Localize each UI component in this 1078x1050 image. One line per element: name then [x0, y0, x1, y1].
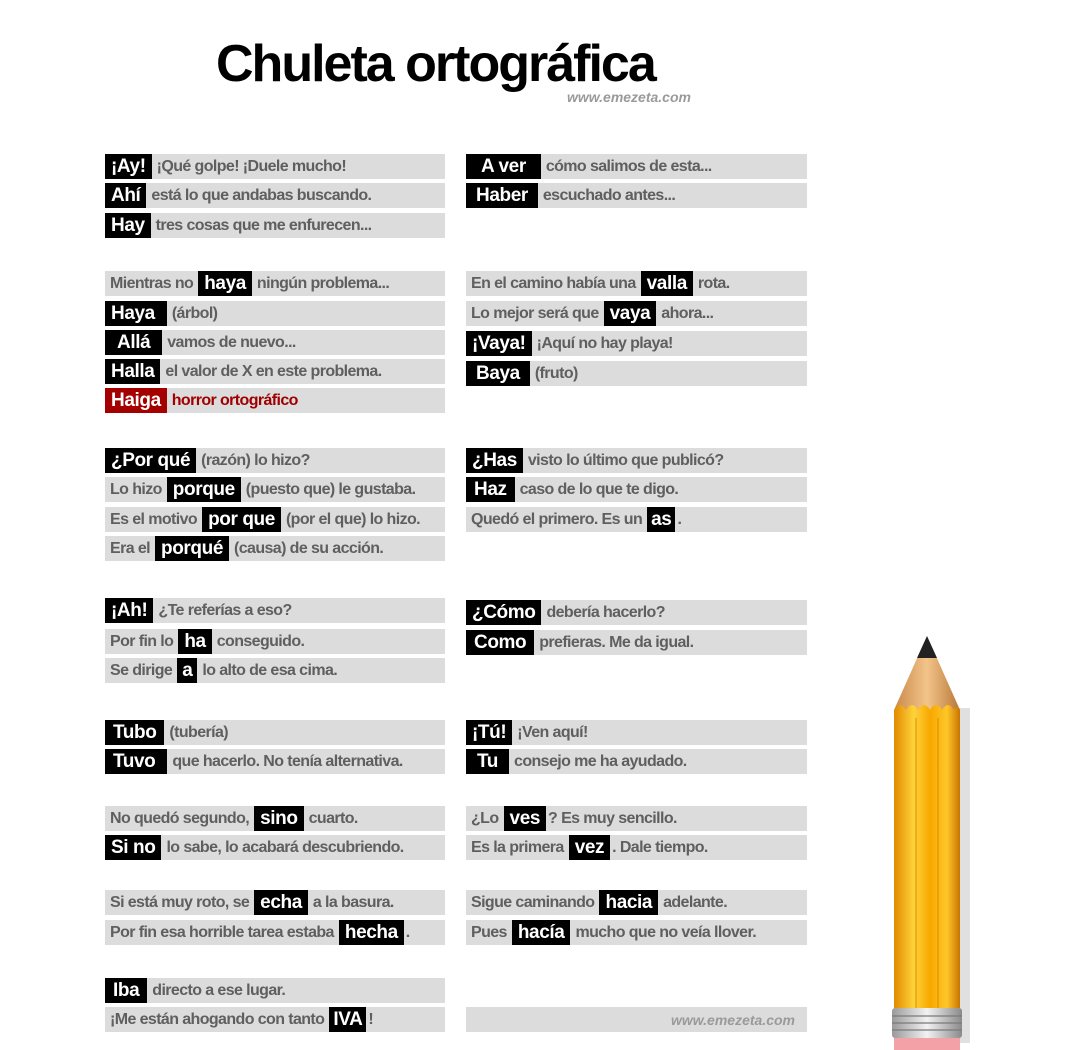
list-item — [466, 720, 807, 745]
keyword: A ver — [466, 154, 541, 179]
list-item — [466, 835, 807, 860]
example-text: rota. — [697, 274, 730, 292]
list-item — [105, 301, 445, 326]
list-item — [105, 598, 445, 623]
example-text: (fruto) — [534, 364, 578, 382]
list-item — [105, 806, 445, 831]
example-text: Por fin lo — [110, 632, 174, 650]
list-item — [105, 507, 445, 532]
example-text: Lo hizo — [110, 480, 162, 498]
example-text: ahora... — [661, 304, 714, 322]
example-text: (tubería) — [169, 723, 229, 741]
example-text: Quedó el primero. Es un — [471, 510, 643, 528]
example-text: . Dale tiempo. — [612, 838, 708, 856]
example-text: Lo mejor será que — [471, 304, 599, 322]
example-text: mucho que no veía llover. — [575, 923, 757, 941]
keyword: Tu — [466, 749, 509, 774]
keyword: Ahí — [105, 183, 146, 208]
example-text: está lo que andabas buscando. — [151, 186, 372, 204]
example-text: conseguido. — [216, 632, 305, 650]
example-text: directo a ese lugar. — [152, 981, 286, 999]
keyword: echa — [254, 890, 308, 915]
keyword: a — [177, 658, 197, 683]
list-item — [466, 630, 807, 655]
example-text: cuarto. — [308, 809, 358, 827]
keyword: ¿Has — [466, 448, 523, 473]
list-item — [105, 890, 445, 915]
example-text: . — [405, 923, 410, 941]
keyword: Como — [466, 630, 534, 655]
list-item — [466, 749, 807, 774]
list-item — [105, 920, 445, 945]
example-text: ¡Ven aquí! — [517, 723, 588, 741]
list-item — [466, 890, 807, 915]
list-item — [105, 835, 445, 860]
example-text: a la basura. — [312, 893, 394, 911]
page-title: Chuleta ortográfica — [216, 35, 655, 93]
keyword: Allá — [105, 330, 162, 355]
keyword: Tuvo — [105, 749, 167, 774]
pencil-lead — [917, 636, 937, 658]
list-item — [466, 331, 807, 356]
list-item — [105, 271, 445, 296]
example-text: ¿Lo — [471, 809, 499, 827]
example-text: Sigue caminando — [471, 893, 595, 911]
example-text: adelante. — [663, 893, 728, 911]
keyword: vez — [569, 835, 610, 860]
list-item — [105, 658, 445, 683]
example-text: (puesto que) le gustaba. — [245, 480, 416, 498]
list-item — [105, 720, 445, 745]
list-item — [105, 154, 445, 179]
example-text: debería hacerlo? — [546, 603, 665, 621]
keyword: Tubo — [105, 720, 164, 745]
keyword: as — [647, 507, 675, 532]
list-item — [466, 301, 807, 326]
footer-credit-bar — [466, 1007, 807, 1032]
keyword: ha — [178, 629, 211, 654]
example-text: ! — [368, 1010, 374, 1028]
example-text: Si está muy roto, se — [110, 893, 250, 911]
keyword: Haya — [105, 301, 167, 326]
keyword: ¿Cómo — [466, 600, 541, 625]
example-text: Por fin esa horrible tarea estaba — [110, 923, 334, 941]
keyword: IVA — [329, 1007, 366, 1032]
keyword: hacía — [512, 920, 571, 945]
list-item — [466, 600, 807, 625]
list-item — [466, 361, 807, 386]
example-text: . — [677, 510, 682, 528]
example-text: No quedó segundo, — [110, 809, 250, 827]
example-text: (por el que) lo hizo. — [285, 510, 420, 528]
keyword-error: Haiga — [105, 388, 167, 413]
keyword: ¡Ay! — [105, 154, 152, 179]
keyword: ¿Por qué — [105, 448, 196, 473]
list-item — [466, 154, 807, 179]
example-text: ningún problema... — [256, 274, 390, 292]
list-item — [466, 448, 807, 473]
example-text: escuchado antes... — [542, 186, 676, 204]
keyword: porque — [167, 477, 241, 502]
list-item — [105, 749, 445, 774]
example-text: ¡Aquí no hay playa! — [536, 334, 673, 352]
example-text: caso de lo que te digo. — [519, 480, 679, 498]
list-item — [105, 213, 445, 238]
example-text: (razón) lo hizo? — [201, 451, 310, 469]
example-text: el valor de X en este problema. — [165, 362, 382, 380]
keyword: Haz — [466, 477, 515, 502]
example-text: horror ortográfico — [171, 391, 298, 409]
example-text: ¡Me están ahogando con tanto — [110, 1010, 325, 1028]
keyword: ¡Tú! — [466, 720, 512, 745]
pencil-body — [894, 714, 960, 1008]
example-text: que hacerlo. No tenía alternativa. — [172, 752, 403, 770]
list-item — [105, 183, 445, 208]
list-item — [466, 806, 807, 831]
keyword: sino — [254, 806, 303, 831]
list-item — [105, 629, 445, 654]
list-item — [105, 388, 445, 413]
example-text: cómo salimos de esta... — [545, 157, 712, 175]
keyword: vaya — [604, 301, 657, 326]
keyword: Haber — [466, 183, 538, 208]
keyword: Iba — [105, 978, 147, 1003]
example-text: ¿Te referías a eso? — [158, 601, 292, 619]
example-text: Se dirige — [110, 661, 173, 679]
example-text: Era el — [110, 539, 150, 557]
example-text: (árbol) — [171, 304, 218, 322]
list-item — [105, 1007, 445, 1032]
footer-credit: www.emezeta.com — [671, 1011, 795, 1028]
keyword: ¡Ah! — [105, 598, 153, 623]
keyword: ves — [504, 806, 547, 831]
keyword: Si no — [105, 835, 161, 860]
list-item — [466, 920, 807, 945]
keyword: Halla — [105, 359, 160, 384]
list-item — [105, 448, 445, 473]
example-text: visto lo último que publicó? — [527, 451, 724, 469]
example-text: ? Es muy sencillo. — [548, 809, 677, 827]
keyword: hecha — [339, 920, 404, 945]
example-text: Es el motivo — [110, 510, 198, 528]
list-item — [105, 477, 445, 502]
example-text: prefieras. Me da igual. — [539, 633, 694, 651]
example-text: ¡Qué golpe! ¡Duele mucho! — [156, 157, 347, 175]
keyword: porqué — [155, 536, 229, 561]
list-item — [105, 978, 445, 1003]
example-text: (causa) de su acción. — [234, 539, 384, 557]
example-text: vamos de nuevo... — [167, 333, 296, 351]
example-text: En el camino había una — [471, 274, 636, 292]
list-item — [466, 477, 807, 502]
list-item — [105, 359, 445, 384]
keyword: valla — [641, 271, 693, 296]
list-item — [466, 271, 807, 296]
keyword: Hay — [105, 213, 151, 238]
keyword: hacia — [599, 890, 658, 915]
example-text: tres cosas que me enfurecen... — [155, 216, 372, 234]
keyword: por que — [202, 507, 281, 532]
example-text: Mientras no — [110, 274, 194, 292]
list-item — [105, 536, 445, 561]
list-item — [466, 507, 807, 532]
keyword: Baya — [466, 361, 530, 386]
pencil-eraser — [894, 1038, 960, 1050]
keyword: ¡Vaya! — [466, 331, 532, 356]
site-credit: www.emezeta.com — [567, 89, 691, 105]
list-item — [105, 330, 445, 355]
keyword: haya — [198, 271, 252, 296]
example-text: Pues — [471, 923, 507, 941]
example-text: Es la primera — [471, 838, 564, 856]
example-text: lo alto de esa cima. — [202, 661, 338, 679]
pencil-illustration — [880, 628, 975, 1050]
example-text: lo sabe, lo acabará descubriendo. — [166, 838, 404, 856]
example-text: consejo me ha ayudado. — [514, 752, 687, 770]
list-item — [466, 183, 807, 208]
